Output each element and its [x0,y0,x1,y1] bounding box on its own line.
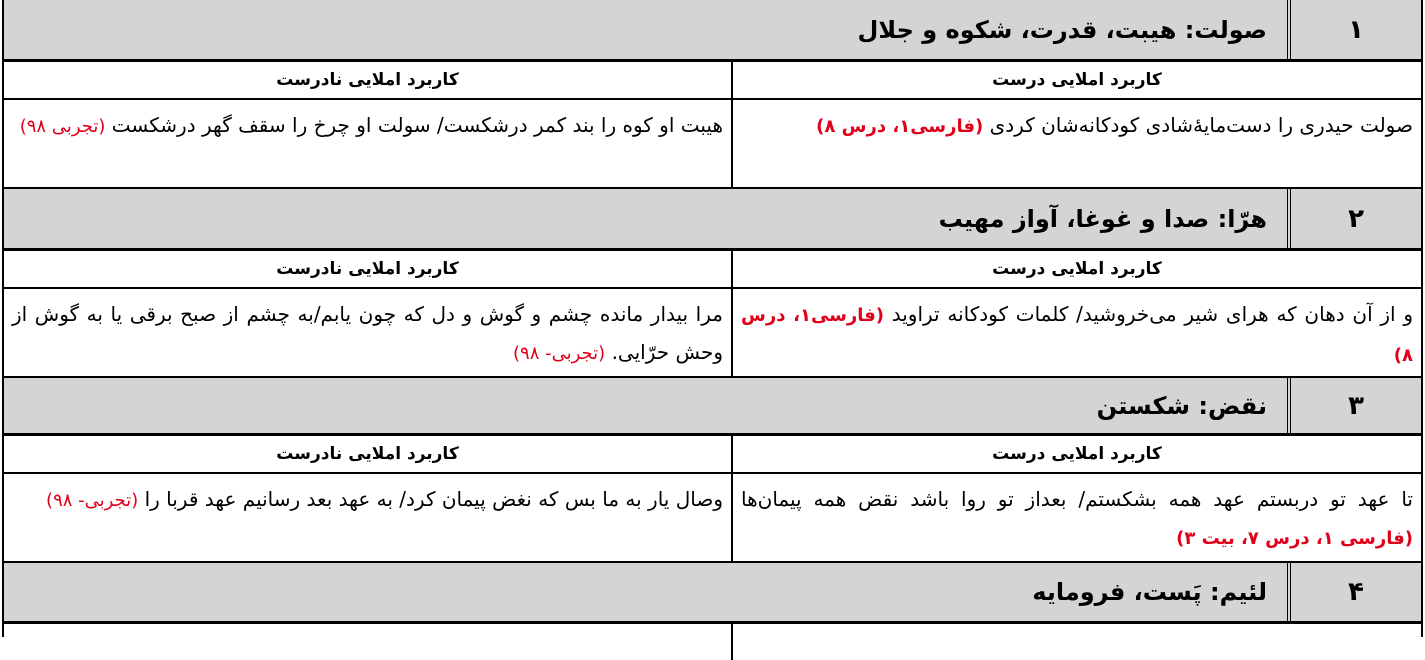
entry-4-number: ۴ [1287,563,1421,621]
correct-usage-text: و از آن دهان که هرای شیر می‌خروشید/ کلمات کودکانه تراوید [891,302,1414,326]
entry-3-number: ۳ [1287,378,1421,433]
entry-2-number: ۲ [1287,189,1421,248]
incorrect-usage-header: کاربرد املایی نادرست [276,259,459,279]
entry-3-header-row [4,378,1421,436]
correct-usage-header: کاربرد املایی درست [731,436,1421,472]
correct-usage-example [731,474,1421,561]
correct-usage-example [731,289,1421,376]
correct-usage-source: (فارسی۱، درس ۸) [741,305,1413,366]
incorrect-usage-header: کاربرد املایی نادرست [276,70,459,90]
correct-usage-source: (فارسی ۱، درس ۷، بیت ۳) [1176,528,1413,549]
correct-usage-header-cut [731,624,1421,660]
incorrect-usage-source: (تجربی- ۹۸) [46,490,139,511]
entry-3-examples [4,474,1421,563]
incorrect-usage-example [4,474,731,561]
correct-usage-text: صولت حیدری را دست‌مایۀشادی کودکانه‌شان کردی [989,113,1413,137]
entry-2-header-row [4,189,1421,251]
correct-usage-header: کاربرد املایی درست [731,251,1421,287]
entry-3-column-headers [4,436,1421,474]
incorrect-usage-header: کاربرد املایی نادرست [276,444,459,464]
entry-2-title: هرّا: صدا و غوغا، آواز مهیب [938,204,1267,233]
incorrect-usage-source: (تجربی- ۹۸) [513,343,606,364]
incorrect-usage-text: هیبت او کوه را بند کمر درشکست/ سولت او چرخ را سقف گهر درشکست [111,113,723,137]
entry-1-column-headers [4,62,1421,100]
correct-usage-text: تا عهد تو دربستم عهد همه بشکستم/ بعداز تو روا باشد نقض همه پیمان‌ها [741,487,1413,511]
incorrect-usage-example [4,100,731,187]
entry-2-column-headers [4,251,1421,289]
incorrect-usage-text: مرا بیدار مانده چشم و گوش و دل که چون یابم/به چشم از صبح برقی یا به گوش از وحش حرّایی. [12,302,723,364]
correct-usage-header: کاربرد املایی درست [731,62,1421,98]
entry-1-header-row [4,0,1421,62]
entry-4-title: لئیم: پَست، فرومایه [1032,578,1267,606]
incorrect-usage-example [4,289,731,376]
entry-3-title: نقض: شکستن [1096,391,1267,420]
correct-usage-example [731,100,1421,187]
entry-4-column-headers [4,624,1421,660]
incorrect-usage-header-cut [4,624,731,660]
correct-usage-source: (فارسی۱، درس ۸) [816,116,984,137]
entry-1-examples [4,100,1421,189]
entry-4-header-row [4,563,1421,624]
entry-2-examples [4,289,1421,378]
incorrect-usage-text: وصال یار به ما بس که نغض پیمان کرد/ به عهد بعد رسانیم عهد قربا را [144,487,723,511]
entry-1-number: ۱ [1287,0,1421,59]
incorrect-usage-source: (تجربی ۹۸) [19,116,106,137]
entry-1-title: صولت: هیبت، قدرت، شکوه و جلال [857,15,1267,44]
vocabulary-table [2,0,1423,637]
